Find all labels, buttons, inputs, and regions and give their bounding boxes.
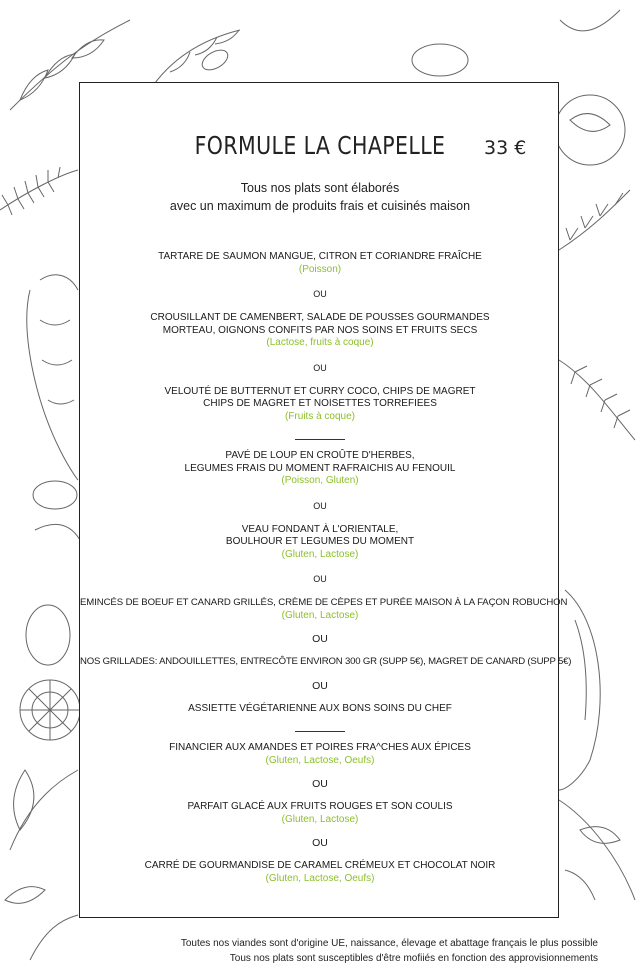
dish-name: FINANCIER AUX AMANDES ET POIRES FRA^CHES AUX ÉPICES [169,742,471,753]
menu-price: 33 € [484,137,527,159]
menu-item-entree [80,251,560,276]
dish-name: CHIPS DE MAGRET ET NOISETTES TORREFIEES [203,398,437,409]
allergen-info: (Poisson) [298,263,342,275]
menu-item-plat [80,703,560,716]
footer-line: Toutes nos viandes sont d'origine UE, naissance, élevage et abattage français le plus possible [180,938,598,949]
or-separator: OU [313,289,327,299]
intro-text [80,179,560,215]
or-separator: OU [312,837,328,849]
dish-name: EMINCÉS DE BOEUF ET CANARD GRILLÉS, CRÈME DE CÈPES ET PURÉE MAISON À LA FAÇON ROBUCHON [80,597,568,608]
allergen-info: (Gluten, Lactose) [281,813,359,825]
menu-card [79,82,572,918]
dish-name: CROUSILLANT DE CAMENBERT, SALADE DE POUSSES GOURMANDES [150,312,490,323]
allergen-info: (Gluten, Lactose) [281,609,359,621]
dish-name: LEGUMES FRAIS DU MOMENT RAFRAICHIS AU FENOUIL [184,462,456,474]
or-separator: OU [313,574,327,584]
menu-item-plat [80,524,560,562]
intro-line: avec un maximum de produits frais et cuisinés maison [169,199,471,213]
menu-item-entree [80,386,560,424]
menu-title: FORMULE LA CHAPELLE [194,131,446,160]
dish-name: VEAU FONDANT À L'ORIENTALE, [241,523,399,535]
allergen-info: (Poisson, Gluten) [281,475,359,486]
or-separator: OU [312,633,328,645]
menu-item-plat [80,597,568,622]
allergen-info: (Lactose, fruits à coque) [266,337,374,348]
menu-item-entree [80,312,560,350]
menu-item-dessert [80,742,560,767]
dish-name: VELOUTÉ DE BUTTERNUT ET CURRY COCO, CHIPS DE MAGRET [164,385,476,397]
intro-line: Tous nos plats sont élaborés [240,181,400,195]
allergen-info: (Gluten, Lactose, Oeufs) [265,872,375,884]
or-separator: OU [313,362,327,373]
menu-item-plat [80,450,560,488]
dish-name: BOULHOUR ET LEGUMES DU MOMENT [225,536,415,547]
dish-name: NOS GRILLADES: ANDOUILLETTES, ENTRECÔTE ENVIRON 300 GR (SUPP 5€), MAGRET DE CANARD (SUPP 5€) [80,656,572,667]
dish-name: PAVÉ DE LOUP EN CROÛTE D'HERBES, [225,450,415,461]
dish-name: ASSIETTE VÉGÉTARIENNE AUX BONS SOINS DU CHEF [188,702,452,714]
dish-name: CARRÉ DE GOURMANDISE DE CARAMEL CRÉMEUX ET CHOCOLAT NOIR [144,860,496,871]
allergen-info: (Gluten, Lactose) [281,548,359,560]
menu-list [80,251,572,885]
dish-name: TARTARE DE SAUMON MANGUE, CITRON ET CORIANDRE FRAÎCHE [158,251,482,262]
dish-name: MORTEAU, OIGNONS CONFITS PAR NOS SOINS ET FRUITS SECS [162,324,478,336]
allergen-info: (Fruits à coque) [284,410,356,422]
or-separator: OU [312,778,328,790]
menu-item-dessert [80,860,560,885]
or-separator: OU [312,679,328,692]
menu-item-dessert [80,801,560,826]
allergen-info: (Gluten, Lactose, Oeufs) [265,754,375,766]
footer-notes [181,936,598,966]
footer-line: Tous nos plats sont susceptibles d'être mofiiés en fonction des approvisionnements [229,953,598,964]
dish-name: PARFAIT GLACÉ AUX FRUITS ROUGES ET SON COULIS [187,801,453,812]
menu-item-plat [80,656,572,669]
section-divider [295,439,345,440]
or-separator: OU [313,500,327,511]
section-divider [295,731,345,732]
